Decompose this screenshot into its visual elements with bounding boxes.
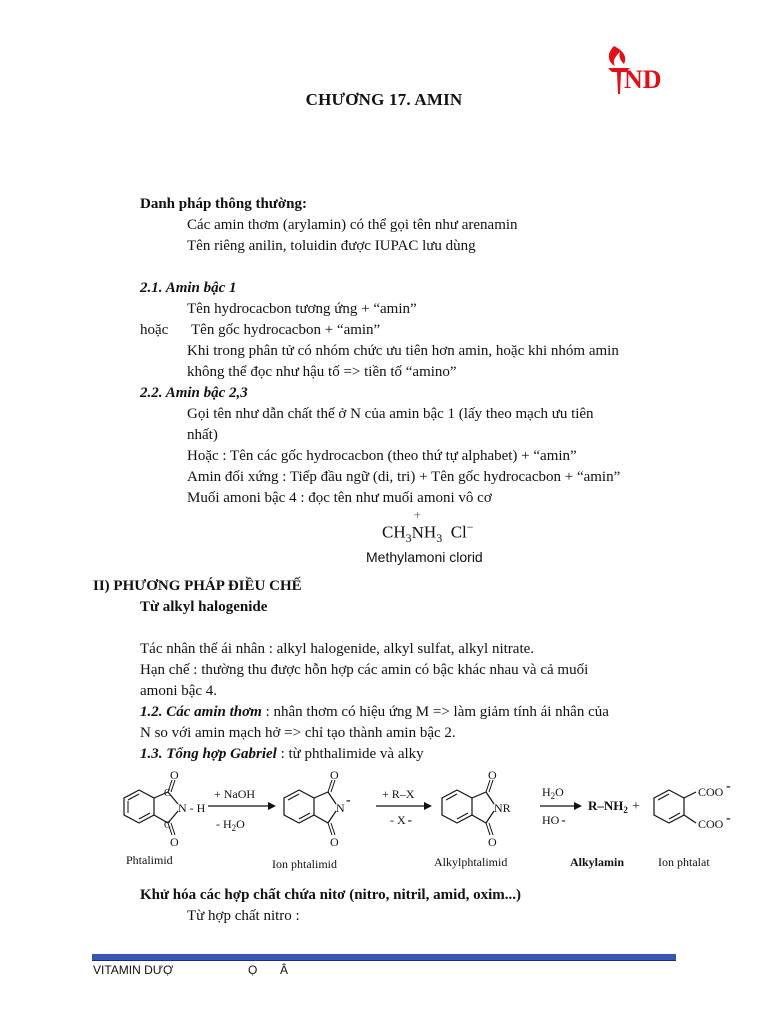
section-amin-bac-1-heading: 2.1. Amin bậc 1 (140, 280, 237, 296)
torch-flame-icon (600, 42, 680, 97)
svg-text:NR: NR (494, 801, 511, 815)
nomenclature-heading: Danh pháp thông thường: (140, 196, 307, 212)
footer-text: Ọ (248, 963, 258, 977)
svg-text:-: - (726, 779, 731, 794)
gabriel-reaction-scheme (112, 768, 752, 878)
text-line: không thể đọc như hậu tố => tiền tố “amino” (187, 364, 457, 380)
chemical-formula: $CH_3$ + $NH_3$ Cl− (382, 506, 474, 546)
text-line: Tên gốc hydrocacbon + “amin” (191, 322, 381, 338)
svg-text:+: + (632, 799, 640, 814)
text-line: N so với amin mạch hở => chỉ tạo thành amin bậc 2. (140, 725, 456, 741)
svg-text:+ NaOH: + NaOH (214, 787, 256, 801)
compound-label: Ion phtalimid (272, 857, 337, 871)
text-line: Tác nhân thế ái nhân : alkyl halogenide, alkyl sulfat, alkyl nitrate. (140, 641, 535, 657)
svg-text:- H2O: - $H_2O$ (216, 817, 245, 833)
text-line: Amin đối xứng : Tiếp đầu ngữ (di, tri) + Tên gốc hydrocacbon + “amin” (187, 469, 621, 485)
logo-text: ND (624, 65, 662, 94)
svg-text:N: N (336, 801, 345, 815)
svg-text:R–NH2: $R-NH_2$ (588, 798, 628, 815)
svg-text:O: O (488, 835, 497, 849)
svg-text:H2O: $H_2O$ (542, 785, 564, 801)
compound-label: Ion phtalat (658, 855, 710, 869)
footer-text: VITAMIN DƯỢ (93, 963, 174, 977)
formula-caption: Methylamoni clorid (366, 549, 483, 565)
nomenclature-line: Tên riêng anilin, toluidin được IUPAC lưu dùng (187, 238, 476, 254)
text-line: nhất) (187, 427, 218, 443)
svg-text:-: - (726, 811, 731, 826)
gabriel-line: 1.3. Tổng hợp Gabriel : từ phthalimide và alky (140, 746, 424, 762)
logo (600, 42, 680, 97)
svg-text:-: - (346, 793, 351, 808)
phthalimide-structure (124, 768, 206, 849)
nomenclature-line: Các amin thơm (arylamin) có thể gọi tên như arenamin (187, 217, 518, 233)
footer-text: Â (280, 963, 289, 977)
svg-text:- X-: - X - (390, 812, 413, 827)
or-label: hoặc (140, 322, 169, 338)
text-line: Hoặc : Tên các gốc hydrocacbon (theo thứ tự alphabet) + “amin” (187, 448, 577, 464)
svg-text:COO: COO (698, 785, 724, 799)
svg-text:COO: COO (698, 817, 724, 831)
text-line: Khi trong phân tử có nhóm chức ưu tiên hơn amin, hoặc khi nhóm amin (187, 343, 619, 359)
svg-text:C: C (164, 788, 171, 799)
svg-text:+ R–X: + R–X (382, 787, 415, 801)
text-line: Tên hydrocacbon tương ứng + “amin” (187, 301, 417, 317)
section-subheading: Từ alkyl halogenide (140, 599, 268, 615)
svg-text:O: O (488, 768, 497, 782)
aromatic-amine-line: 1.2. Các amin thơm : nhân thơm có hiệu ứng M => làm giảm tính ái nhân của (140, 704, 609, 720)
svg-text:O: O (330, 835, 339, 849)
text-line: Hạn chế : thường thu được hỗn hợp các amin có bậc khác nhau và cả muối (140, 662, 589, 678)
text-line: amoni bậc 4. (140, 683, 218, 699)
reduction-heading: Khử hóa các hợp chất chứa nitơ (nitro, nitril, amid, oxim...) (140, 887, 522, 903)
compound-label: Alkylamin (570, 855, 625, 869)
svg-text:C: C (164, 820, 171, 831)
text-line: Muối amoni bậc 4 : đọc tên như muối amoni vô cơ (187, 490, 492, 506)
svg-text:O: O (170, 768, 179, 782)
footer-divider (92, 954, 676, 961)
compound-label: Phtalimid (126, 853, 173, 867)
alkylphthalimide-structure (442, 768, 511, 849)
svg-text:O: O (330, 768, 339, 782)
svg-text:HO-: HO - (542, 812, 566, 827)
section-heading: II) PHƯƠNG PHÁP ĐIỀU CHẾ (93, 578, 302, 594)
chapter-title: CHƯƠNG 17. AMIN (305, 90, 463, 109)
phthalate-ion-structure (654, 779, 731, 831)
ion-phthalimide-structure (284, 768, 351, 849)
text-line: Từ hợp chất nitro : (187, 908, 300, 924)
svg-text:N - H: N - H (178, 801, 206, 815)
text-line: Gọi tên như dẫn chất thế ở N của amin bậc 1 (lấy theo mạch ưu tiên (187, 406, 594, 422)
compound-label: Alkylphtalimid (434, 855, 508, 869)
svg-text:O: O (170, 835, 179, 849)
section-amin-bac-23-heading: 2.2. Amin bậc 2,3 (140, 385, 248, 401)
